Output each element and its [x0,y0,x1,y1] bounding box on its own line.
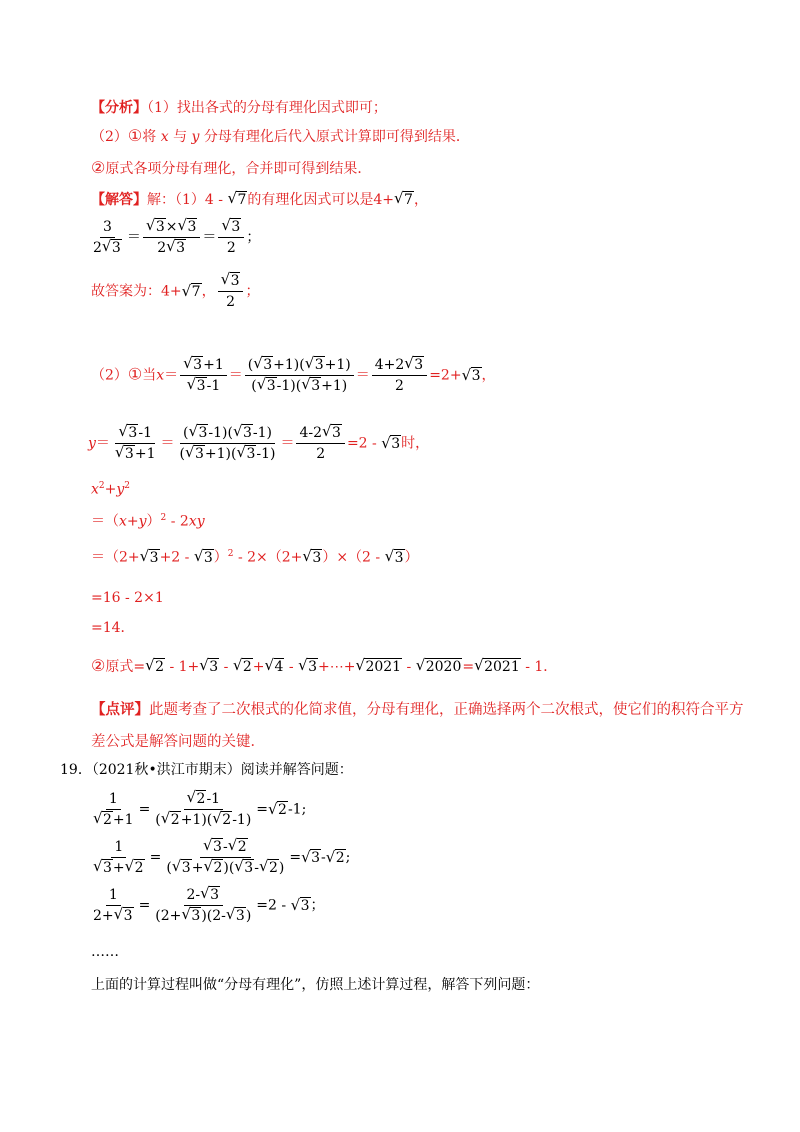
equals-sign: ＝ [355,367,370,384]
equals-sign: ＝ [164,367,179,384]
equals-sign: ＝ [228,367,243,384]
analysis-part-label: （2） [91,129,128,145]
equals-sign: ＝ [126,229,141,246]
example-1: 1 √ 2+1 = √ $\frac{2-1}{(√ 2+1)(√ 2-1)}$ =√ 2-1; [88,790,306,829]
circle-2-marker: ② [91,158,106,177]
fraction: $\frac{3}{2√ 3}$ [90,218,125,257]
answer-text: 故答案为：4+ [91,283,182,300]
fraction: $\frac{2-√ 3}{(2+√ 3)(2-√ 3)}$ [152,886,254,925]
comment-text: 此题考查了二次根式的化简求值，分母有理化，正确选择两个二次根式，使它们的积符合平方 [149,702,744,718]
sqrt-3: √ 3 [381,436,401,452]
circle-2-marker: ② [91,656,106,675]
rationalize-3-over-2sqrt3 [88,218,260,257]
example-2: 1 √ 3+√ 2 = √ $\frac{3-√ 2}{(√ 3+√ 2)(√ 3-√ 2)}$ =√ 3-√ 2; [88,838,350,877]
comma: ， [481,367,496,384]
fraction: √ 3+1 √ 3-1 [180,356,227,395]
var-y: y [88,435,96,452]
question-19-header [60,760,353,780]
fraction: $\frac{(√ 3+1)(√ 3+1)}{(√ 3-1)(√ 3+1)}$ [245,356,354,395]
analysis-line-1 [91,98,387,118]
equals-sign: ＝ [202,229,217,246]
answer-line [91,272,259,311]
fraction: √ 3-1 √ 3+1 [112,424,159,463]
text: 当 [142,367,157,384]
fraction: 1 √ 3+√ 2 [90,838,148,877]
fraction: $\frac{4-2√ 3}{2}$ [296,424,344,463]
fraction: √ $\frac{2-1}{(√ 2+1)(√ 2-1)}$ [152,790,254,829]
step-4: =14． [91,620,135,636]
fraction: √ $\frac{3}{2}$ [218,218,244,257]
sqrt-7: √ 7 [227,190,247,210]
result-text: =2 - [346,435,382,452]
solution-text: 的有理化因式可以是4+ [247,192,395,208]
solution-text: 解：（1）4 - [147,192,228,208]
sqrt-7: √ 7 [394,190,414,210]
result-text: =2+ [429,367,462,384]
comment-line-1 [91,700,744,720]
comment-tag: 【点评】 [91,701,149,718]
analysis-line-3 [91,158,371,179]
analysis-text-1: （1）找出各式的分母有理化因式即可； [147,100,387,116]
sqrt-3: √ 3 [462,368,482,384]
var-y: y [191,129,200,145]
solution-tag: 【解答】 [91,192,147,208]
part-label: （2） [91,367,128,384]
y-value-line [88,424,429,463]
analysis-line-2 [91,126,470,147]
x2-plus-y2: $x^2+y^2$ [91,481,131,498]
analysis-text-3: 原式各项分母有理化，合并即可得到结果． [105,161,372,177]
sqrt-7: √ 7 [182,284,202,300]
analysis-text: 分母有理化后代入原式计算即可得到结果． [203,129,470,145]
question-source: （2021秋•洪江市期末）阅读并解答问题： [91,762,353,778]
equals-sign: ＝ [280,435,295,452]
fraction: √ $\frac{3}{2}$ [218,272,244,311]
solution-text: ， [413,192,428,208]
analysis-text: 与 [173,129,188,145]
question-19-description: 上面的计算过程叫做“分母有理化”，仿照上述计算过程，解答下列问题： [91,977,540,993]
equals-sign: ＝ [160,435,175,452]
fraction: 1 √ 2+1 [90,790,137,829]
fraction: $\frac{4+2√ 3}{2}$ [372,356,427,395]
solution-line-1 [91,190,428,210]
fraction: √ $\frac{3\times√ 3}{2√ 3}$ [143,218,201,257]
semicolon: ； [245,283,260,300]
text: 时， [401,435,430,452]
original-expression-line: ②原式=√ 2 - 1+√ 3 - √ 2+√ 4 - √ 3+⋯+√ 2021 - √ 2020=√ 2021 - 1． [91,656,557,677]
fraction: $\frac{1}{2+√ 3}$ [90,886,137,925]
var-x: x [160,129,169,145]
example-3: $\frac{1}{2+√ 3}$ = $\frac{2-√ 3}{(2+√ 3)(2-√ 3)}$ =2 - √ 3； [88,886,325,925]
ellipsis: …… [91,944,119,960]
var-x: x [156,367,165,384]
comma: ， [201,283,216,300]
analysis-text: 将 [142,129,157,145]
circle-1-marker: ① [127,126,143,145]
fraction: $\frac{(√ 3-1)(√ 3-1)}{(√ 3+1)(√ 3-1)}$ [176,424,278,463]
step-3: =16 - 2×1 [91,590,164,606]
fraction: √ $\frac{3-√ 2}{(√ 3+√ 2)(√ 3-√ 2)}$ [163,838,287,877]
comment-line-2: 差公式是解答问题的关键． [91,734,265,750]
period: ； [246,229,261,246]
x-value-line [91,356,496,395]
circle-1-marker: ① [127,364,143,384]
question-number: 19． [60,762,92,778]
step-2: ＝（2+√ 3+2 - √ 3）$^2$ - 2×（2+√ 3）×（2 - √ 3） [91,544,419,568]
step-1: $=(x+y)^2 - 2xy$ [91,513,205,530]
analysis-tag: 【分析】 [91,100,147,116]
equals-sign: ＝ [95,435,110,452]
